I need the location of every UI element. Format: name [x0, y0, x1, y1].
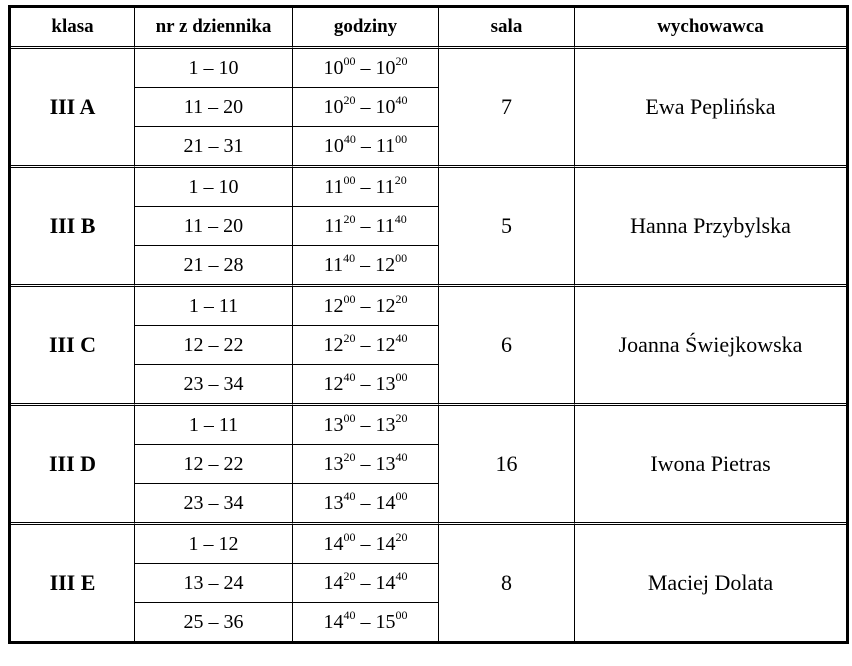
time-cell: $10^{20} - 10^{40}$: [293, 88, 439, 127]
teacher-cell: Iwona Pietras: [575, 406, 846, 525]
time-cell: $11^{00} - 11^{20}$: [293, 168, 439, 207]
start-minute: 40: [343, 250, 356, 265]
time-cell: $14^{00} - 14^{20}$: [293, 525, 439, 564]
end-minute: 40: [394, 211, 407, 226]
end-minute: 00: [395, 607, 408, 622]
start-hour: 12: [323, 372, 344, 395]
start-minute: 00: [343, 529, 356, 544]
header-godziny: godziny: [293, 8, 439, 49]
start-minute: 00: [343, 53, 356, 68]
journal-range-cell: 1 – 10: [135, 168, 293, 207]
time-cell: $13^{40} - 14^{00}$: [293, 484, 439, 525]
journal-range-cell: 13 – 24: [135, 564, 293, 603]
room-cell: 5: [439, 168, 575, 287]
journal-range-cell: 11 – 20: [135, 88, 293, 127]
time-cell: $12^{00} - 12^{20}$: [293, 287, 439, 326]
start-hour: 12: [323, 333, 344, 356]
journal-range-cell: 1 – 10: [135, 49, 293, 88]
end-minute: 40: [395, 449, 408, 464]
header-klasa: klasa: [11, 8, 135, 49]
start-minute: 00: [343, 410, 356, 425]
teacher-cell: Maciej Dolata: [647, 570, 774, 595]
start-hour: 11: [324, 175, 344, 198]
journal-range-cell: 1 – 12: [135, 525, 293, 564]
header-sala: sala: [439, 8, 575, 49]
time-cell: $11^{20} - 11^{40}$: [293, 207, 439, 246]
class-cell: III C: [11, 287, 135, 406]
start-minute: 40: [343, 607, 356, 622]
table-row: [11, 168, 846, 207]
time-cell: $11^{40} - 12^{00}$: [293, 246, 439, 287]
room-cell: 8: [439, 525, 575, 641]
end-minute: 40: [395, 92, 408, 107]
class-cell: III D: [11, 406, 135, 525]
end-minute: 00: [395, 488, 408, 503]
end-hour: 12: [375, 253, 396, 276]
time-cell: $13^{00} - 13^{20}$: [293, 406, 439, 445]
schedule-table: [9, 6, 848, 643]
time-cell: $12^{20} - 12^{40}$: [293, 326, 439, 365]
end-hour: 11: [375, 214, 395, 237]
end-minute: 20: [394, 172, 407, 187]
start-hour: 10: [323, 56, 344, 79]
start-minute: 40: [343, 131, 356, 146]
teacher-cell: Joanna Świejkowska: [575, 287, 846, 406]
table-row: [11, 49, 846, 88]
time-cell: $12^{40} - 13^{00}$: [293, 365, 439, 406]
end-hour: 13: [375, 413, 396, 436]
start-hour: 13: [323, 413, 344, 436]
end-minute: 40: [395, 330, 408, 345]
time-cell: $14^{40} - 15^{00}$: [293, 603, 439, 641]
table-row: [11, 406, 846, 445]
class-cell: III B: [11, 168, 135, 287]
start-minute: 00: [343, 172, 356, 187]
end-hour: 14: [375, 571, 396, 594]
time-cell: $10^{00} - 10^{20}$: [293, 49, 439, 88]
journal-range-cell: 23 – 34: [135, 365, 293, 406]
journal-range-cell: 25 – 36: [135, 603, 293, 641]
start-hour: 14: [323, 610, 344, 633]
class-cell: III E: [11, 525, 135, 641]
end-minute: 00: [395, 131, 408, 146]
time-cell: $14^{20} - 14^{40}$: [293, 564, 439, 603]
end-hour: 10: [375, 95, 396, 118]
teacher-cell: Hanna Przybylska: [575, 168, 846, 287]
header-row: [11, 8, 846, 49]
end-hour: 14: [375, 532, 396, 555]
start-hour: 11: [323, 253, 344, 276]
end-hour: 12: [375, 333, 396, 356]
end-hour: 14: [375, 491, 396, 514]
start-minute: 20: [343, 568, 356, 583]
journal-range-cell: 21 – 28: [135, 246, 293, 287]
teacher-cell: Ewa Peplińska: [575, 49, 846, 168]
journal-range-cell: 11 – 20: [135, 207, 293, 246]
header-nr-z-dziennika: nr z dziennika: [135, 8, 293, 49]
journal-range-cell: 1 – 11: [135, 287, 293, 326]
end-minute: 00: [395, 369, 408, 384]
start-hour: 14: [323, 571, 344, 594]
room-cell: 16: [439, 406, 575, 525]
end-minute: 20: [395, 410, 408, 425]
start-hour: 10: [323, 95, 344, 118]
room-cell: 7: [439, 49, 575, 168]
end-hour: 11: [375, 134, 396, 157]
table-row: [11, 525, 846, 564]
room-cell: 6: [439, 287, 575, 406]
start-hour: 13: [323, 452, 344, 475]
start-minute: 20: [343, 449, 356, 464]
start-hour: 14: [323, 532, 344, 555]
start-minute: 40: [343, 369, 356, 384]
header-wychowawca: wychowawca: [575, 8, 846, 49]
end-hour: 12: [375, 294, 396, 317]
time-cell: $13^{20} - 13^{40}$: [293, 445, 439, 484]
schedule-body: [11, 49, 846, 641]
start-minute: 20: [343, 92, 356, 107]
end-hour: 15: [375, 610, 396, 633]
end-hour: 11: [375, 175, 395, 198]
start-hour: 12: [323, 294, 344, 317]
start-minute: 40: [343, 488, 356, 503]
start-minute: 20: [343, 330, 356, 345]
journal-range-cell: 12 – 22: [135, 326, 293, 365]
journal-range-cell: 1 – 11: [135, 406, 293, 445]
end-hour: 10: [375, 56, 396, 79]
start-hour: 11: [324, 214, 344, 237]
end-minute: 00: [395, 250, 408, 265]
time-cell: $10^{40} - 11^{00}$: [293, 127, 439, 168]
end-minute: 20: [395, 529, 408, 544]
table-row: [11, 287, 846, 326]
start-minute: 00: [343, 291, 356, 306]
start-hour: 13: [323, 491, 344, 514]
journal-range-cell: 23 – 34: [135, 484, 293, 525]
journal-range-cell: 21 – 31: [135, 127, 293, 168]
journal-range-cell: 12 – 22: [135, 445, 293, 484]
class-cell: III A: [11, 49, 135, 168]
end-hour: 13: [375, 452, 396, 475]
end-minute: 20: [395, 291, 408, 306]
end-minute: 40: [395, 568, 408, 583]
end-minute: 20: [395, 53, 408, 68]
start-minute: 20: [343, 211, 356, 226]
start-hour: 10: [323, 134, 344, 157]
end-hour: 13: [375, 372, 396, 395]
